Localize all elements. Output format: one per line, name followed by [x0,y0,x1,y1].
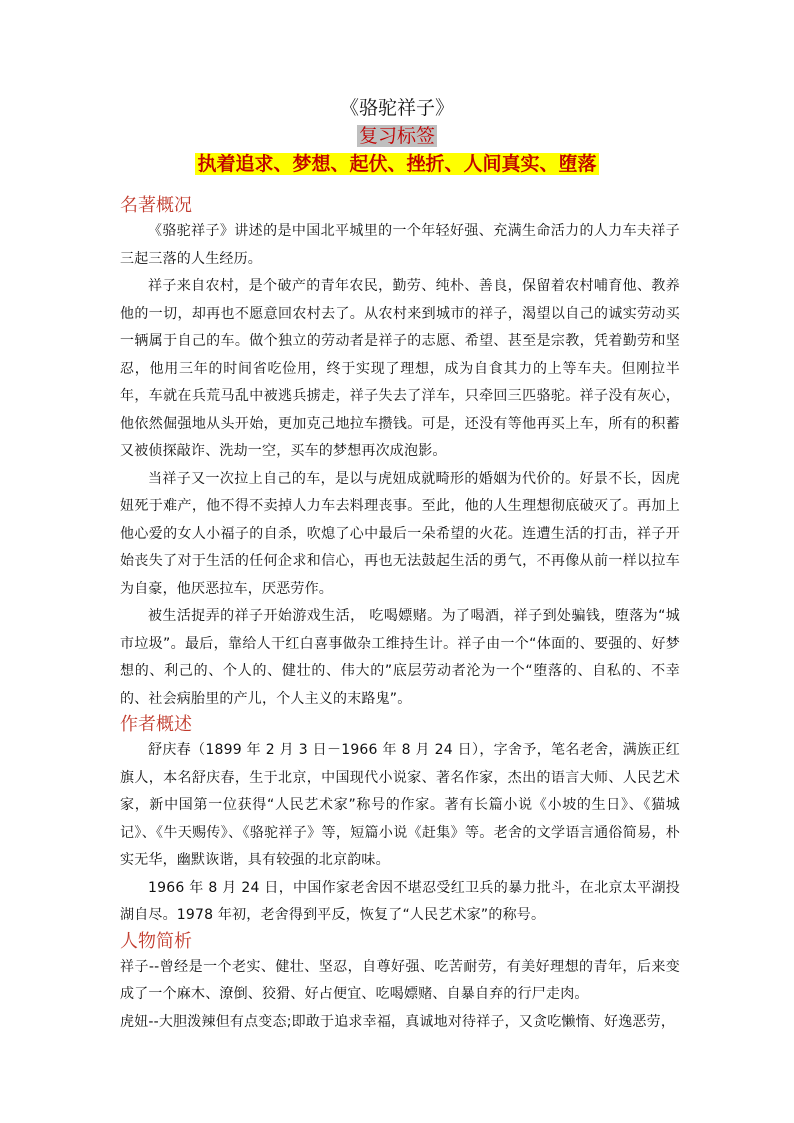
section-heading-author: 作者概述 [120,714,192,735]
overview-paragraph: 《骆驼祥子》讲述的是中国北平城里的一个年轻好强、充满生命活力的人力车夫祥子三起三落的人生经历。 [120,223,680,267]
overview-paragraph: 被生活捉弄的祥子开始游戏生活， 吃喝嫖赌。为了喝酒，祥子到处骗钱，堕落为“城市垃圾”。最后，靠给人干红白喜事做杂工维持生计。祥子由一个“体面的、要强的、好梦想的、利己的、个人的、健壮的、伟大的”底层劳动者沦为一个“堕落的、自私的、不幸的、社会病胎里的产儿，个人主义的末路鬼”。 [120,608,680,707]
subtitle-text: 复习标签 [358,125,435,147]
tag-line [0,151,794,177]
tag-line-text: 执着追求、梦想、起伏、挫折、人间真实、堕落 [197,153,597,175]
section-heading-characters: 人物简析 [120,930,192,952]
subtitle [0,123,794,149]
author-paragraph: 1966 年 8 月 24 日，中国作家老舍因不堪忍受红卫兵的暴力批斗，在北京太平湖投湖自尽。1978 年初，老舍得到平反，恢复了“人民艺术家”的称号。 [120,879,680,923]
overview-paragraph: 祥子来自农村，是个破产的青年农民，勤劳、纯朴、善良，保留着农村哺育他、教养他的一切，却再也不愿意回农村去了。从农村来到城市的祥子，渴望以自己的诚实劳动买一辆属于自己的车。做个独立的劳动者是祥子的志愿、希望、甚至是宗教，凭着勤劳和坚忍，他用三年的时间省吃俭用，终于实现了理想，成为自食其力的上等车夫。但刚拉半年，车就在兵荒马乱中被逃兵掳走，祥子失去了洋车，只牵回三匹骆驼。祥子没有灰心，他依然倔强地从头开始，更加克己地拉车攒钱。可是，还没有等他再买上车，所有的积蓄又被侦探敲诈、洗劫一空，买车的梦想再次成泡影。 [120,278,680,459]
document-body [120,194,680,1036]
section-heading-overview: 名著概况 [120,195,192,216]
book-title: 《骆驼祥子》 [339,97,454,119]
author-paragraph: 舒庆春（1899 年 2 月 3 日－1966 年 8 月 24 日），字舍予，笔名老舍，满族正红旗人，本名舒庆春，生于北京，中国现代小说家、著名作家，杰出的语言大师、人民艺术家，新中国第一位获得“人民艺术家”称号的作家。著有长篇小说《小坡的生日》、《猫城记》、《牛天赐传》、《骆驼祥子》等，短篇小说《赶集》等。老舍的文学语言通俗简易，朴实无华，幽默诙谐，具有较强的北京韵味。 [120,742,680,868]
character-paragraph: 祥子--曾经是一个老实、健壮、坚忍，自尊好强、吃苦耐劳，有美好理想的青年，后来变成了一个麻木、潦倒、狡猾、好占便宜、吃喝嫖赌、自暴自弃的行尸走肉。 [120,958,680,1002]
overview-paragraph: 当祥子又一次拉上自己的车，是以与虎妞成就畸形的婚姻为代价的。好景不长，因虎妞死于难产，他不得不卖掉人力车去料理丧事。至此，他的人生理想彻底破灭了。再加上他心爱的女人小福子的自杀，吹熄了心中最后一朵希望的火花。连遭生活的打击，祥子开始丧失了对于生活的任何企求和信心，再也无法鼓起生活的勇气，不再像从前一样以拉车为自豪，他厌恶拉车，厌恶劳作。 [120,470,680,597]
character-paragraph: 虎妞--大胆泼辣但有点变态;即敢于追求幸福，真诚地对待祥子，又贪吃懒惰、好逸恶劳， [120,1013,676,1030]
